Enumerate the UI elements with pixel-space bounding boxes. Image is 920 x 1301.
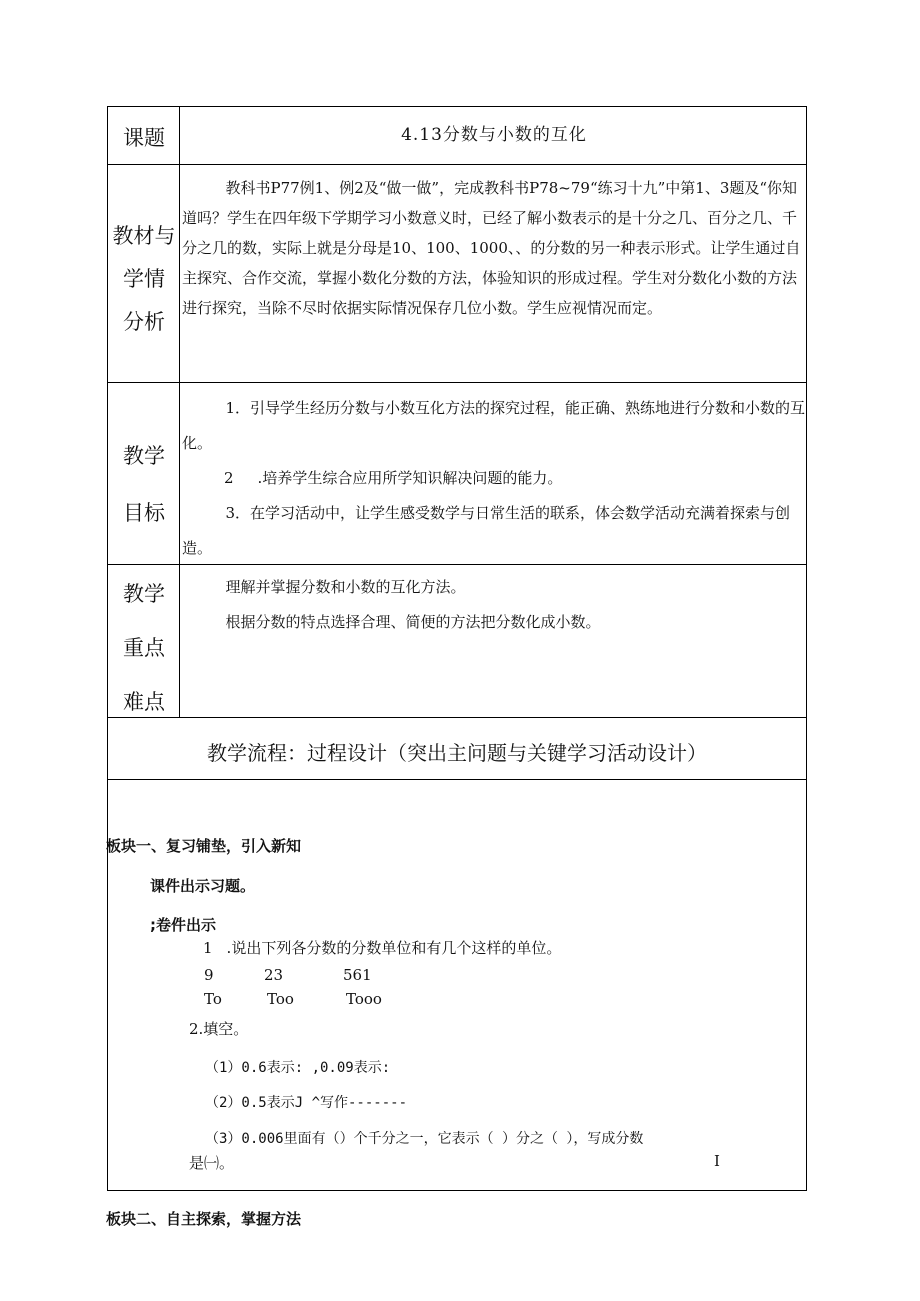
question-1-text: .说出下列各分数的分数单位和有几个这样的单位。 xyxy=(226,939,562,957)
fill-item-2: （2）0.5表示J ^写作------- xyxy=(205,1095,408,1111)
materials-label: 教材与 学情 分析 xyxy=(112,224,176,334)
table-border-top xyxy=(107,106,807,107)
goal-item-2 xyxy=(182,461,806,496)
question-1 xyxy=(203,937,561,958)
goal-item-3: 3．在学习活动中，让学生感受数学与日常生活的联系，体会数学活动充满着探索与创造。 xyxy=(182,504,791,557)
courseware-line: 课件出示习题。 xyxy=(150,877,256,895)
keypoints-text xyxy=(182,570,806,640)
row-divider-keypoints xyxy=(107,717,807,718)
keypoint-line-2: 根据分数的特点选择合理、简便的方法把分数化成小数。 xyxy=(225,613,601,631)
fraction-1-top: 9 xyxy=(204,966,214,984)
paper-line: ;卷件出示 xyxy=(150,916,216,934)
table-border-bottom xyxy=(107,1190,807,1191)
fraction-3-top: 561 xyxy=(343,966,372,984)
fraction-1-bottom: To xyxy=(204,990,222,1008)
block1-heading: 板块一、复习铺垫，引入新知 xyxy=(106,837,302,855)
goal-item-2-text: .培养学生综合应用所学知识解决问题的能力。 xyxy=(257,469,563,487)
keypoints-label: 教学 重点 难点 xyxy=(123,582,165,714)
keypoint-line-1: 理解并掌握分数和小数的互化方法。 xyxy=(225,578,466,596)
flow-heading: 教学流程：过程设计（突出主问题与关键学习活动设计） xyxy=(207,741,707,765)
goal-item-1: 1．引导学生经历分数与小数互化方法的探究过程，能正确、熟练地进行分数和小数的互化。 xyxy=(182,399,806,452)
fill-item-3: （3）0.006里面有（）个千分之一，它表示（ ）分之（ ），写成分数 xyxy=(205,1131,644,1147)
fraction-2-bottom: Too xyxy=(267,990,294,1008)
question-2: 2.填空。 xyxy=(189,1020,249,1038)
stray-mark: I xyxy=(714,1152,720,1170)
fraction-3-bottom: Tooo xyxy=(346,990,382,1008)
question-1-number: 1 xyxy=(203,939,213,957)
materials-text: 教科书P77例1、例2及“做一做”，完成教科书P78~79“练习十九”中第1、3题及“你知道吗？学生在四年级下学期学习小数意义时，已经了解小数表示的是十分之几、百分之几、千分之几的数，实际上就是分母是10、100、1000、、的分数的另一种表示形式。让学生通过自主探究、合作交流，掌握小数化分数的方法，体验知识的形成过程。学生对分数化小数的方法进行探究，当除不尽时依据实际情况保存几位小数。学生应视情况而定。 xyxy=(182,179,801,317)
table-border-right xyxy=(806,106,807,1191)
row-divider-flow xyxy=(107,779,807,780)
fill-item-3-continued: 是㈠。 xyxy=(189,1154,235,1172)
goal-item-2-number: 2 xyxy=(224,469,234,487)
goals-label: 教学 目标 xyxy=(123,444,165,525)
fill-item-1: （1）0.6表示: ,0.09表示: xyxy=(205,1060,391,1076)
block2-heading: 板块二、自主探索，掌握方法 xyxy=(106,1210,302,1228)
row-divider-materials xyxy=(107,382,807,383)
topic-label: 课题 xyxy=(123,126,165,150)
lesson-title: 4.13分数与小数的互化 xyxy=(401,125,587,145)
goals-text xyxy=(182,391,806,566)
fraction-2-top: 23 xyxy=(264,966,284,984)
row-divider-topic xyxy=(107,164,807,165)
